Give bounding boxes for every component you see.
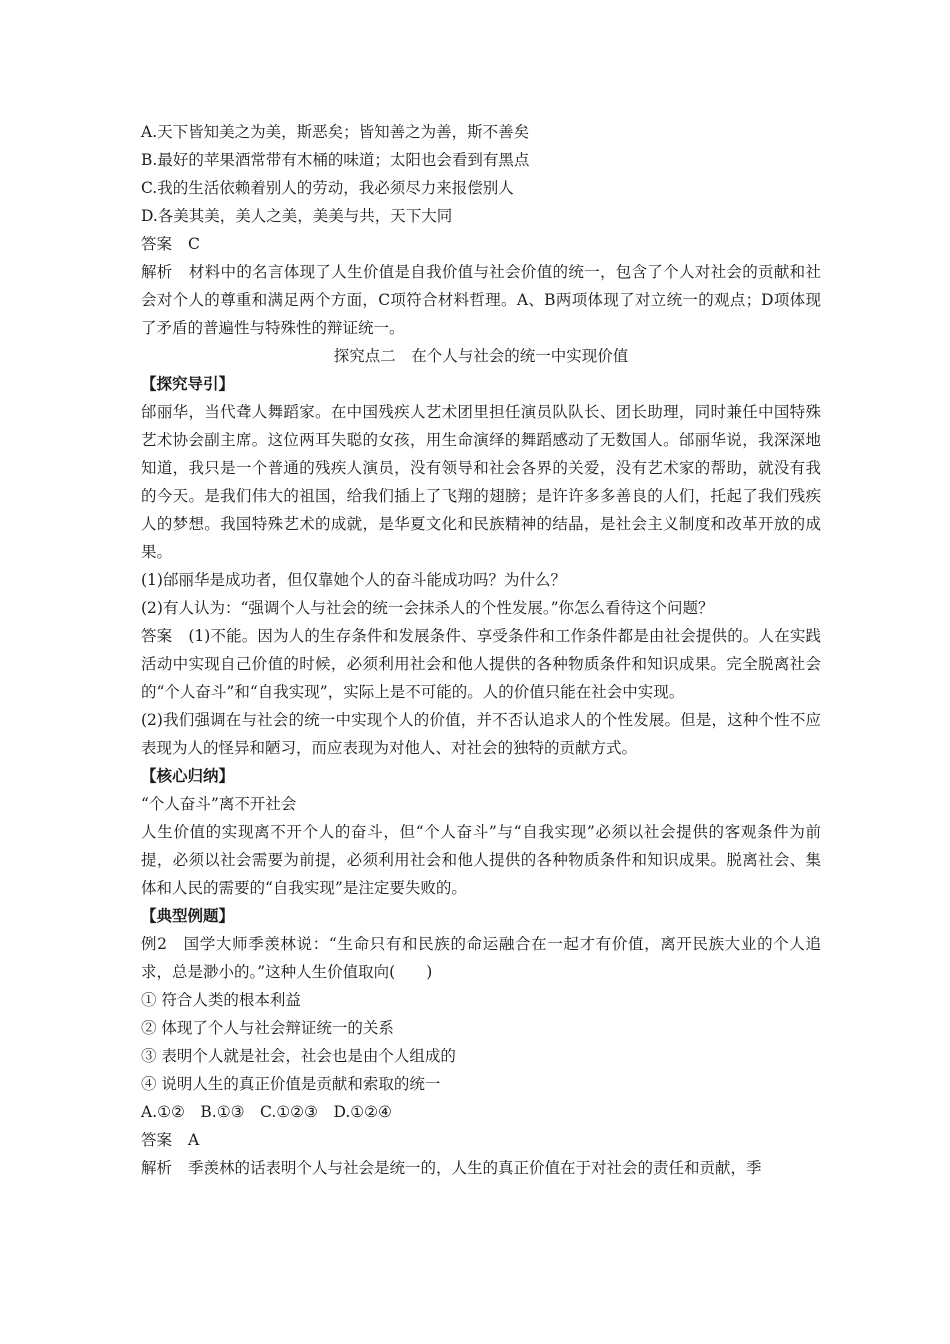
analysis-2: [141, 1154, 821, 1182]
answer-block-2: (2)我们强调在与社会的统一中实现个人的价值，并不否认追求人的个性发展。但是，这种个性不应表现为人的怪异和陋习，而应表现为对他人、对社会的独特的贡献方式。: [141, 711, 821, 757]
analysis-2-text: 季羡林的话表明个人与社会是统一的，人生的真正价值在于对社会的责任和贡献，季: [188, 1159, 762, 1177]
option-c: C.我的生活依赖着别人的劳动，我必须尽力来报偿别人: [141, 179, 514, 197]
example-heading: 【典型例题】: [141, 906, 235, 925]
core-heading: 【核心归纳】: [141, 766, 235, 785]
option-b: B.最好的苹果酒常带有木桶的味道；太阳也会看到有黑点: [141, 151, 530, 169]
section-title: 探究点二 在个人与社会的统一中实现价值: [333, 347, 629, 365]
analysis-1: [141, 258, 821, 342]
question-2: (2)有人认为：“强调个人与社会的统一会抹杀人的个性发展。”你怎么看待这个问题？: [141, 599, 714, 617]
example-item-3: ③ 表明个人就是社会，社会也是由个人组成的: [141, 1047, 456, 1065]
analysis-text: 材料中的名言体现了人生价值是自我价值与社会价值的统一，包含了个人对社会的贡献和社会对个人的尊重和满足两个方面，C项符合材料哲理。A、B两项体现了对立统一的观点；D项体现了矛盾的普遍性与特殊性的辩证统一。: [141, 263, 821, 337]
example-item-1: ① 符合人类的根本利益: [141, 991, 301, 1009]
guide-text: 邰丽华，当代聋人舞蹈家。在中国残疾人艺术团里担任演员队队长、团长助理，同时兼任中国特殊艺术协会副主席。这位两耳失聪的女孩，用生命演绎的舞蹈感动了无数国人。邰丽华说，我深深地知道，我只是一个普通的残疾人演员，没有领导和社会各界的关爱，没有艺术家的帮助，就没有我的今天。是我们伟大的祖国，给我们插上了飞翔的翅膀；是许许多多善良的人们，托起了我们残疾人的梦想。我国特殊艺术的成就，是华夏文化和民族精神的结晶，是社会主义制度和改革开放的成果。: [141, 403, 821, 561]
example-text: 国学大师季羡林说：“生命只有和民族的命运融合在一起才有价值，离开民族大业的个人追求，总是渺小的。”这种人生价值取向( ): [141, 935, 821, 981]
answer-line-2: [141, 1126, 821, 1154]
guide-heading: 【探究导引】: [141, 374, 235, 393]
answer-block-1: [141, 622, 821, 706]
example-label: 例2: [141, 935, 168, 953]
question-1: (1)邰丽华是成功者，但仅靠她个人的奋斗能成功吗？为什么？: [141, 571, 566, 589]
option-a: A.天下皆知美之为美，斯恶矣；皆知善之为善，斯不善矣: [141, 123, 530, 141]
analysis-label: 解析: [141, 263, 173, 281]
option-d: D.各美其美，美人之美，美美与共，天下大同: [141, 207, 453, 225]
answer-line-1: [141, 230, 821, 258]
example-item-2: ② 体现了个人与社会辩证统一的关系: [141, 1019, 394, 1037]
example-choices: A.①② B.①③ C.①②③ D.①②④: [141, 1103, 392, 1121]
core-title: “个人奋斗”离不开社会: [141, 795, 297, 813]
core-text: 人生价值的实现离不开个人的奋斗，但“个人奋斗”与“自我实现”必须以社会提供的客观条件为前提，必须以社会需要为前提，必须利用社会和他人提供的各种物质条件和知识成果。脱离社会、集体和人民的需要的“自我实现”是注定要失败的。: [141, 823, 821, 897]
answer-label: 答案: [141, 235, 173, 253]
answer-value: C: [188, 235, 200, 253]
answer-label: 答案: [141, 627, 173, 645]
answer-label: 答案: [141, 1131, 173, 1149]
answer-1-text: (1)不能。因为人的生存条件和发展条件、享受条件和工作条件都是由社会提供的。人在实践活动中实现自己价值的时候，必须利用社会和他人提供的各种物质条件和知识成果。完全脱离社会的“个人奋斗”和“自我实现”，实际上是不可能的。人的价值只能在社会中实现。: [141, 627, 821, 701]
analysis-label: 解析: [141, 1159, 173, 1177]
example-item-4: ④ 说明人生的真正价值是贡献和索取的统一: [141, 1075, 441, 1093]
example-answer: A: [188, 1131, 200, 1149]
document-page: [141, 118, 821, 1182]
example-question: [141, 930, 821, 986]
